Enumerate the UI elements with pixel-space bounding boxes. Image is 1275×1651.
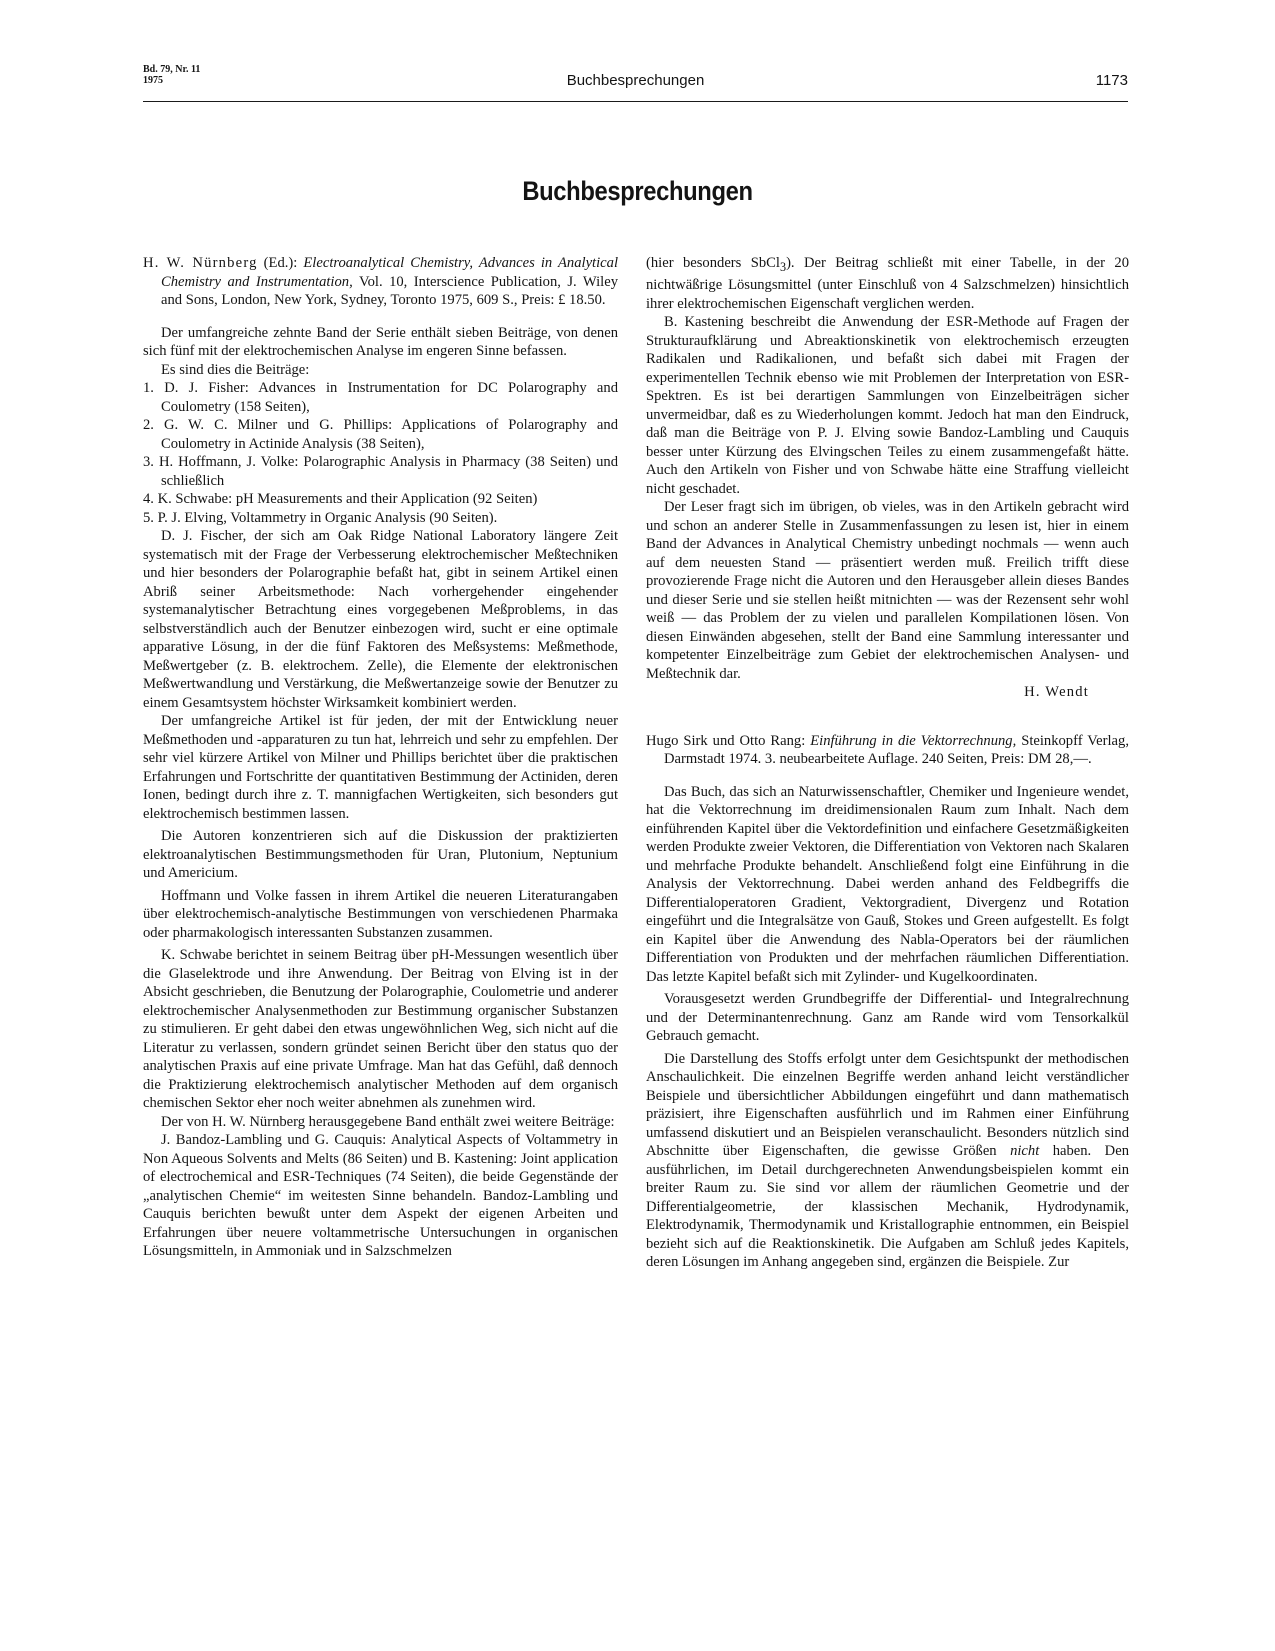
- review1-citation: [143, 254, 618, 310]
- right-column: [646, 254, 1129, 1272]
- header-rule: [143, 101, 1128, 102]
- review1-paragraph-kastening: B. Kastening beschreibt die Anwendung der ESR-Methode auf Fragen der Strukturaufklärung und Abreaktionskinetik von elektrochemisch erzeugten Radikalen und Radikalionen, und befaßt sich dabei mit Fragen der experimentellen Technik ebenso wie mit Problemen der Interpretation von ESR-Spektren. Es ist bei derartigen Sammlungen von Einzelbeiträgen sicher unvermeidbar, daß es zu Wiederholungen kommt. Jedoch hat man den Eindruck, daß man die Beiträge von P. J. Elving sowie Bandoz-Lambling und Cauquis besser unter Kürzung des Elvingschen Teiles zu einem zusammengefaßt hätte. Auch den Artikeln von Fisher und von Schwabe hätte eine Straffung vielleicht nicht geschadet.: [646, 314, 1129, 497]
- continued-text-a: (hier besonders SbCl: [646, 255, 780, 271]
- review2-paragraph-voraus: Vorausgesetzt werden Grundbegriffe der Differential- und Integralrechnung und der Determinantenrechnung. Ganz am Rande wird vom Tensorkalkül Gebrauch gemacht.: [646, 991, 1129, 1045]
- volume-line: Bd. 79, Nr. 11: [143, 64, 201, 75]
- review1-editor-mark: (Ed.):: [257, 255, 304, 271]
- review1-paragraph-autoren: Die Autoren konzentrieren sich auf die Diskussion der praktizierten elektroanalytischen Bestimmungsmethoden für Uran, Plutonium, Neptunium und Americium.: [143, 828, 618, 881]
- review1-signature: H. Wendt: [1024, 684, 1089, 701]
- running-head: [143, 62, 1128, 106]
- review2-paragraph-buch: Das Buch, das sich an Naturwissenschaftler, Chemiker und Ingenieure wendet, hat die Vektorrechnung im dreidimensionalen Raum zum Inhalt. Nach dem einführenden Kapitel über die Vektordefinition und einfachere Gesetzmäßigkeiten werden Produkte zweier Vektoren, die Differentiation von Vektoren nach Skalaren und mehrfache Produkte behandelt. Anschließend folgt eine Einführung in die Analysis der Vektorrechnung. Dabei werden anhand des Feldbegriffs die Differentialoperatoren Gradient, Vektorgradient, Divergenz und Rotation eingeführt und die Integralsätze von Gauß, Stokes und Green aufgestellt. Es folgt ein Kapitel über die Anwendung des Nabla-Operators bei der räumlichen Differentiation von Produkten und der mehrfachen räumlichen Differentiation. Das letzte Kapitel befaßt sich mit Zylinder- und Kugelkoordinaten.: [646, 783, 1129, 985]
- review1-paragraph-intro: Der umfangreiche zehnte Band der Serie enthält sieben Beiträge, von denen sich fünf mit der elektrochemischen Analyse im engeren Sinne befassen.: [143, 324, 618, 359]
- list-item: 4. K. Schwabe: pH Measurements and their Application (92 Seiten): [143, 491, 538, 507]
- emphasis-nicht: nicht: [1010, 1143, 1040, 1160]
- review1-paragraph-continued: [646, 254, 1129, 313]
- review1-paragraph-hoffmann: Hoffmann und Volke fassen in ihrem Artikel die neueren Literaturangaben über elektrochemisch-analytische Bestimmungen von verschiedenen Pharmaka oder pharmakologisch interessanten Substanzen zusammen.: [143, 887, 618, 941]
- page-number: 1173: [1095, 72, 1128, 89]
- review1-book-title: Electroanalytical Chemistry, Advances in Analytical Chemistry and Instrumentation,: [161, 255, 618, 290]
- year-line: 1975: [143, 75, 163, 86]
- list-item: 3. H. Hoffmann, J. Volke: Polarographic Analysis in Pharmacy (38 Seiten) und schließlich: [143, 454, 618, 489]
- review1-paragraph-leser: Der Leser fragt sich im übrigen, ob vieles, was in den Artikeln gebracht wird und schon an anderer Stelle in Zusammenfassungen zu lesen ist, hier in einem Band der Advances in Analytical Chemistry unbedingt nochmals — wenn auch auf dem neuesten Stand — präsentiert werden muß. Freilich trifft diese provozierende Frage nicht die Autoren und den Herausgeber allein dieses Bandes und dieser Serie und sie stellen heißt mitnichten — was der Rezensent sehr wohl weiß — das Problem der zu vielen und parallelen Kompilationen lösen. Von diesen Einwänden abgesehen, stellt der Band eine Sammlung interessanter und kompetenter Einzelbeiträge zum Gebiet der elektrochemischen Analysen- und Meßtechnik dar.: [646, 499, 1129, 682]
- left-column: [143, 254, 618, 1261]
- review2-book-details: Steinkopff Verlag, Darmstadt 1974. 3. neubearbeitete Auflage. 240 Seiten, Preis: DM 28,—.: [664, 732, 1129, 768]
- review1-paragraph-schwabe: K. Schwabe berichtet in seinem Beitrag über pH-Messungen wesentlich über die Glaselektrode und ihre Anwendung. Der Beitrag von Elving ist in der Absicht geschrieben, die Benutzung der Polarographie, Coulometrie und anderer elektrochemischer Analysenmethoden zur Bestimmung organischer Substanzen zu stimulieren. Er geht dabei den etwas ungewöhnlichen Weg, sich nicht auf die Literatur zu verlassen, sondern gründet seinen Bericht über den status quo der analytischen Praxis auf eine private Umfrage. Man hat das Gefühl, daß dennoch die Praktizierung elektrochemisch analytischer Methoden auf dem organisch chemischen Sektor eher noch weiter abnehmen als zunehmen wird.: [143, 947, 618, 1111]
- review2-book-title: Einführung in die Vektorrechnung,: [810, 732, 1017, 749]
- review1-paragraph-bandoz: J. Bandoz-Lambling und G. Cauquis: Analytical Aspects of Voltammetry in Non Aqueous Solvents and Melts (86 Seiten) und B. Kastening: Joint application of electrochemical and ESR-Techniques (74 Seiten), die beide Gegenstände der „analytischen Chemie“ im weitesten Sinne behandeln. Bandoz-Lambling und Cauquis berichten bewußt unter dem Aspekt der eigenen Arbeiten und Erfahrungen über neuere voltammetrische Untersuchungen in organischen Lösungsmitteln, in Ammoniak und in Salzschmelzen: [143, 1132, 618, 1259]
- running-title: Buchbesprechungen: [566, 72, 705, 89]
- continued-text-b: ). Der Beitrag schließt mit einer Tabelle, in der 20 nichtwäßrige Lösungsmittel (unter Einschluß von 4 Salzschmelzen) hinsichtlich ihrer elektrochemischen Eigenschaft verglichen werden.: [646, 255, 1129, 312]
- review2-citation: [646, 732, 1129, 769]
- section-title: Buchbesprechungen: [522, 176, 753, 206]
- darstellung-text-a: Die Darstellung des Stoffs erfolgt unter dem Gesichtspunkt der methodischen Anschaulichkeit. Die einzelnen Begriffe werden anhand leicht verständlicher Beispiele und übersichtlicher Abbildungen eingeführt und dann mathematisch präzisiert, ihre Eigenschaften ausführlich und im Rahmen einer Einführung umfassend diskutiert und an Beispielen veranschaulicht. Besonders nützlich sind Abschnitte über Eigenschaften, die gewisse Größen: [646, 1050, 1129, 1160]
- list-item: 5. P. J. Elving, Voltammetry in Organic Analysis (90 Seiten).: [143, 509, 498, 526]
- review2-authors: Hugo Sirk und Otto Rang:: [646, 732, 806, 749]
- review1-paragraph-fischer: D. J. Fischer, der sich am Oak Ridge National Laboratory längere Zeit systematisch mit der Frage der Verbesserung elektrochemischer Meßtechniken und hier besonders der Polarographie befaßt hat, gibt in seinem Artikel einen Abriß seiner Arbeitsmethode: Nach vorhergehender eingehender systemanalytischer Betrachtung eines vorgegebenen Meßproblems, in das selbstverständlich auch der Benutzer einbezogen wird, sucht er eine optimale apparative Lösung, in der die fünf Faktoren des Meßsystems: Meßmethode, Meßwertgeber (z. B. elektrochem. Zelle), die Elemente der elektronischen Meßwertwandlung und Verstärkung, die Meßwertanzeige sowie der Benutzer zu einem Gesamtsystem höchster Wirksamkeit kombiniert werden.: [143, 528, 618, 711]
- list-item: 2. G. W. C. Milner und G. Phillips: Applications of Polarography and Coulometry in Actinide Analysis (38 Seiten),: [143, 417, 618, 452]
- review1-paragraph-list-intro: Es sind dies die Beiträge:: [161, 361, 310, 378]
- darstellung-text-b: haben. Den ausführlichen, im Detail durchgerechneten Anwendungsbeispielen kommt ein breiter Raum zu. Sie sind vor allem der räumlichen Geometrie und der Differentialgeometrie, der klassischen Mechanik, Hydrodynamik, Elektrodynamik, Thermodynamik und Kristallographie entnommen, ein Beispiel bezieht sich auf die Reaktionskinetik. Die Aufgaben am Schluß jedes Kapitels, deren Lösungen im Anhang angegeben sind, ergänzen die Beispiele. Zur: [646, 1143, 1129, 1271]
- review1-author: H. W. Nürnberg: [143, 255, 258, 271]
- review1-paragraph-nuernberg: Der von H. W. Nürnberg herausgegebene Band enthält zwei weitere Beiträge:: [161, 1113, 615, 1130]
- subscript-3: 3: [779, 259, 787, 274]
- review1-book-details: Vol. 10, Interscience Publication, J. Wiley and Sons, London, New York, Sydney, Toronto 1975, 609 S., Preis: £ 18.50.: [161, 273, 618, 308]
- list-item: 1. D. J. Fisher: Advances in Instrumentation for DC Polarography and Coulometry (158 Seiten),: [143, 380, 618, 415]
- review2-paragraph-darstellung: [646, 1050, 1129, 1272]
- review1-paragraph-umfangreich: Der umfangreiche Artikel ist für jeden, der mit der Entwicklung neuer Meßmethoden und -apparaturen zu tun hat, lehrreich und sehr zu empfehlen. Der sehr viel kürzere Artikel von Milner und Phillips berichtet über die praktischen Erfahrungen und Fortschritte der quantitativen Bestimmung der Actiniden, deren Ionen, bedingt durch ihre z. T. mannigfachen Wertigkeiten, sich besonders gut elektrochemisch bestimmen lassen.: [143, 713, 618, 822]
